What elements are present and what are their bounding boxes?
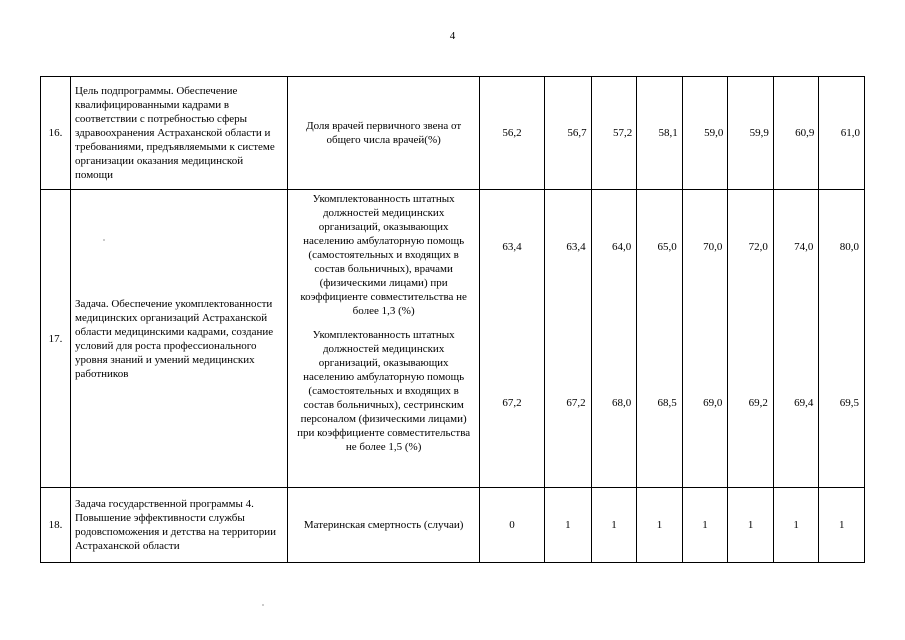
value-text: 70,0	[703, 241, 723, 253]
goal-cell: Цель подпрограммы. Обеспечение квалифицированными кадрами в соответствии с потребностью сферы здравоохранения Астраханской области и требованиями, предъявляемыми к системе организации оказания медицинской помощи	[71, 77, 288, 190]
value-text: 65,0	[657, 241, 677, 253]
indicator-text: Укомплектованность штатных должностей медицинских организаций, оказывающих населению амбулаторную помощь (самостоятельных и входящих в состав больничных), сестринским персоналом (физическими лицами) при коэффициенте совместительства не более 1,5 (%)	[297, 329, 471, 453]
value-text: 69,2	[748, 396, 768, 409]
goal-cell: Задача. Обеспечение укомплектованности медицинских организаций Астраханской области медицинскими кадрами, создание условий для роста профессионального уровня знаний и умений медицинских работников	[71, 190, 288, 488]
value-text: 63,4	[566, 241, 586, 253]
value-cell	[637, 190, 683, 488]
indicator-text: Укомплектованность штатных должностей медицинских организаций, оказывающих населению амбулаторную помощь (самостоятельных и входящих в состав больничных), врачами (физическими лицами) при коэффициенте совместительства не более 1,3 (%)	[300, 193, 467, 317]
value-text: 69,4	[794, 396, 814, 409]
value-cell: 1	[545, 488, 592, 563]
value-text: 64,0	[611, 241, 632, 253]
value-text: 74,0	[794, 241, 814, 253]
row-number: 18.	[41, 488, 71, 563]
scan-speck	[262, 604, 264, 606]
indicator-cell: Материнская смертность (случаи)	[288, 488, 480, 563]
page-number: 4	[449, 30, 456, 42]
value-text: 63,4	[502, 241, 522, 253]
value-cell	[545, 190, 592, 488]
value-text: 69,0	[703, 396, 723, 409]
value-cell: 61,0	[819, 77, 865, 190]
value-text: 68,0	[611, 396, 632, 409]
value-cell	[591, 190, 637, 488]
value-cell: 56,7	[545, 77, 592, 190]
value-text: 67,2	[566, 396, 586, 409]
value-cell	[479, 190, 544, 488]
indicator-cell: Доля врачей первичного звена от общего числа врачей(%)	[288, 77, 480, 190]
value-cell: 1	[819, 488, 865, 563]
table-row	[41, 488, 865, 563]
value-cell: 1	[682, 488, 728, 563]
value-cell: 1	[637, 488, 683, 563]
value-text: 72,0	[748, 241, 768, 253]
row-number: 16.	[41, 77, 71, 190]
table-row	[41, 77, 865, 190]
table-row	[41, 190, 865, 488]
value-cell: 56,2	[479, 77, 544, 190]
value-cell	[819, 190, 865, 488]
indicators-table	[40, 76, 865, 563]
value-text: 80,0	[839, 241, 859, 253]
value-cell: 60,9	[773, 77, 819, 190]
value-cell: 59,0	[682, 77, 728, 190]
goal-cell: Задача государственной программы 4. Повышение эффективности службы родовспоможения и детства на территории Астраханской области	[71, 488, 288, 563]
indicator-cell	[288, 190, 480, 488]
row-number: 17.	[41, 190, 71, 488]
value-cell: 57,2	[591, 77, 637, 190]
value-cell	[728, 190, 774, 488]
value-cell	[773, 190, 819, 488]
value-text: 67,2	[502, 396, 522, 409]
scan-speck	[103, 239, 105, 241]
value-text: 69,5	[839, 396, 859, 409]
value-cell: 1	[728, 488, 774, 563]
value-text: 68,5	[657, 396, 677, 409]
value-cell: 0	[479, 488, 544, 563]
value-cell	[682, 190, 728, 488]
value-cell: 59,9	[728, 77, 774, 190]
value-cell: 58,1	[637, 77, 683, 190]
value-cell: 1	[591, 488, 637, 563]
value-cell: 1	[773, 488, 819, 563]
